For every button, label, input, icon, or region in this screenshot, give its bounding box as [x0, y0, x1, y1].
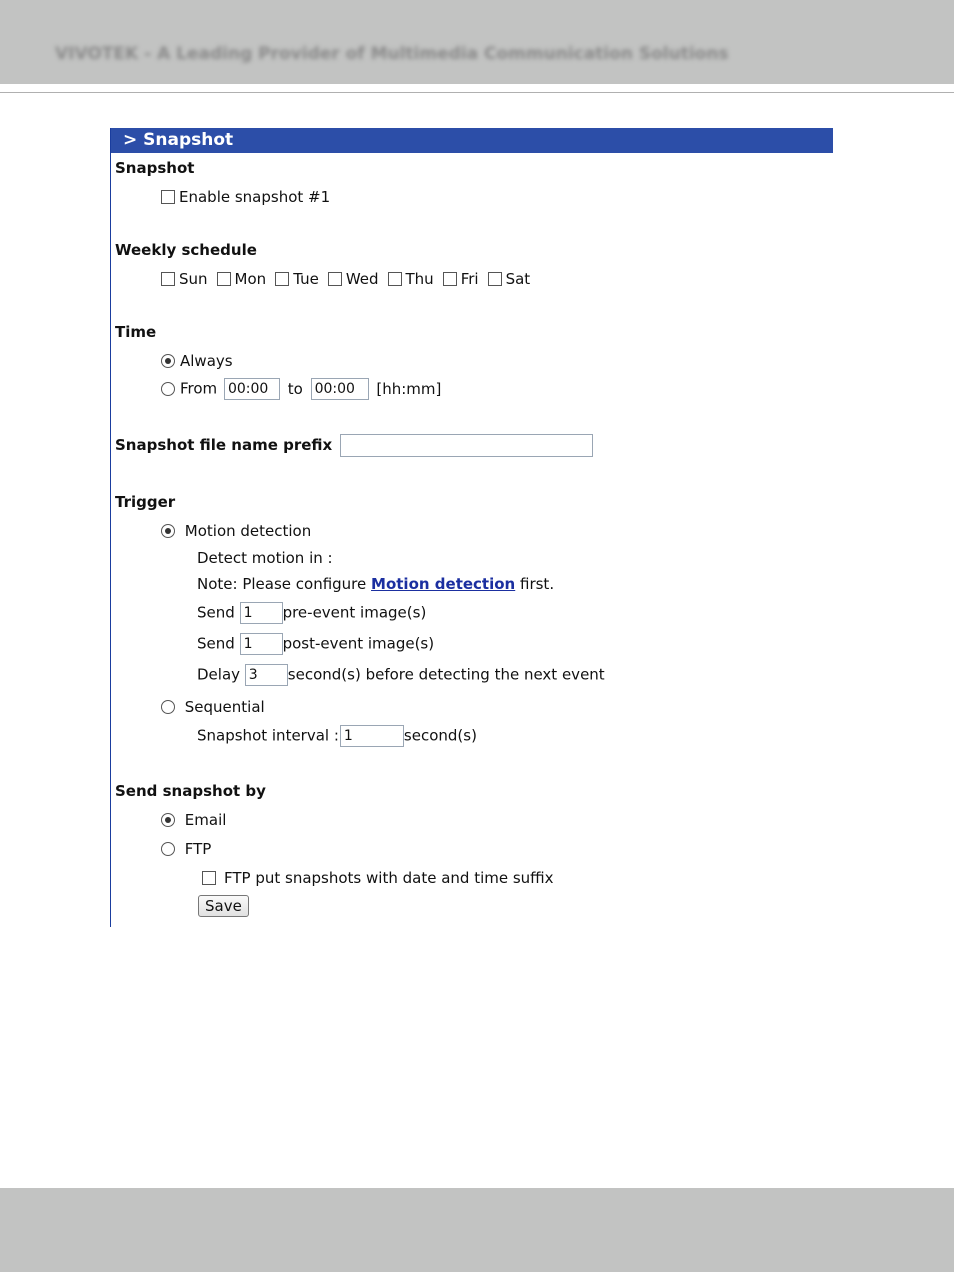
- trigger-motion-radio[interactable]: [161, 524, 175, 538]
- time-from-radio[interactable]: [161, 382, 175, 396]
- day-sat-checkbox[interactable]: [488, 272, 502, 286]
- prefix-input[interactable]: [340, 434, 593, 457]
- snapshot-interval-suffix: second(s): [403, 726, 477, 745]
- snapshot-interval-label: Snapshot interval :: [197, 726, 339, 745]
- post-event-send-label: Send: [197, 634, 235, 653]
- time-from-label: From: [180, 379, 218, 398]
- header-blurred-text: VIVOTEK - A Leading Provider of Multimedia Communication Solutions: [55, 44, 729, 64]
- day-thu-label: Thu: [405, 270, 434, 288]
- save-button[interactable]: Save: [198, 895, 249, 917]
- trigger-sequential-label: Sequential: [184, 698, 265, 716]
- trigger-sequential-row[interactable]: [161, 698, 265, 716]
- weekly-schedule-days: [161, 270, 539, 288]
- motion-note-prefix: Note: Please configure: [197, 575, 372, 593]
- day-thu-checkbox[interactable]: [388, 272, 402, 286]
- page-footer-band: [0, 1188, 954, 1272]
- pre-event-label: pre-event image(s): [282, 603, 427, 622]
- day-mon-checkbox[interactable]: [217, 272, 231, 286]
- send-ftp-row[interactable]: [161, 840, 211, 858]
- day-tue[interactable]: [275, 270, 319, 288]
- pre-event-send-label: Send: [197, 603, 235, 622]
- send-email-radio[interactable]: [161, 813, 175, 827]
- motion-note: [197, 575, 554, 593]
- day-fri[interactable]: [443, 270, 479, 288]
- day-wed-checkbox[interactable]: [328, 272, 342, 286]
- motion-detection-link[interactable]: Motion detection: [371, 575, 516, 593]
- snapshot-panel: [110, 128, 832, 927]
- day-sat-label: Sat: [505, 270, 531, 288]
- day-mon[interactable]: [217, 270, 267, 288]
- time-always-row[interactable]: [161, 352, 233, 370]
- detect-motion-in-label: Detect motion in :: [197, 549, 333, 567]
- day-thu[interactable]: [388, 270, 434, 288]
- day-fri-checkbox[interactable]: [443, 272, 457, 286]
- time-format-hint: [hh:mm]: [376, 379, 442, 398]
- trigger-motion-row[interactable]: [161, 522, 311, 540]
- trigger-motion-label: Motion detection: [184, 522, 312, 540]
- trigger-section-title: Trigger: [115, 493, 176, 511]
- ftp-suffix-row[interactable]: [202, 869, 554, 887]
- enable-snapshot-label: Enable snapshot #1: [179, 188, 331, 206]
- day-sat[interactable]: [488, 270, 531, 288]
- send-ftp-label: FTP: [184, 840, 212, 858]
- time-always-label: Always: [180, 352, 233, 370]
- day-sun-label: Sun: [179, 270, 208, 288]
- prefix-label: Snapshot file name prefix: [115, 436, 333, 454]
- day-tue-checkbox[interactable]: [275, 272, 289, 286]
- ftp-suffix-checkbox[interactable]: [202, 871, 216, 885]
- time-section-title: Time: [115, 323, 157, 341]
- send-ftp-radio[interactable]: [161, 842, 175, 856]
- prefix-row: [115, 434, 593, 457]
- send-by-section-title: Send snapshot by: [115, 782, 266, 800]
- send-email-row[interactable]: [161, 811, 226, 829]
- snapshot-interval-input[interactable]: 1: [340, 725, 404, 747]
- time-from-input[interactable]: 00:00: [224, 378, 280, 400]
- panel-title: > Snapshot: [111, 128, 833, 153]
- header-divider: [0, 92, 954, 93]
- delay-input[interactable]: 3: [245, 664, 288, 686]
- time-always-radio[interactable]: [161, 354, 175, 368]
- post-event-row: [197, 633, 434, 655]
- motion-note-suffix: first.: [515, 575, 555, 593]
- delay-suffix: second(s) before detecting the next event: [287, 665, 605, 684]
- snapshot-section-title: Snapshot: [115, 159, 195, 177]
- day-tue-label: Tue: [293, 270, 319, 288]
- page-header-band: [0, 0, 954, 84]
- day-sun[interactable]: [161, 270, 208, 288]
- pre-event-input[interactable]: 1: [240, 602, 283, 624]
- trigger-sequential-radio[interactable]: [161, 700, 175, 714]
- save-row: [198, 895, 249, 917]
- delay-row: [197, 664, 605, 686]
- day-wed-label: Wed: [345, 270, 379, 288]
- time-to-label: to: [287, 379, 303, 398]
- post-event-label: post-event image(s): [282, 634, 435, 653]
- day-sun-checkbox[interactable]: [161, 272, 175, 286]
- ftp-suffix-label: FTP put snapshots with date and time suffix: [224, 869, 554, 887]
- day-wed[interactable]: [328, 270, 379, 288]
- send-email-label: Email: [184, 811, 227, 829]
- post-event-input[interactable]: 1: [240, 633, 283, 655]
- enable-snapshot-checkbox[interactable]: [161, 190, 175, 204]
- time-to-input[interactable]: 00:00: [311, 378, 369, 400]
- time-range-row: [161, 378, 441, 400]
- enable-snapshot-row[interactable]: [161, 188, 330, 206]
- day-fri-label: Fri: [460, 270, 479, 288]
- pre-event-row: [197, 602, 426, 624]
- delay-label: Delay: [197, 665, 241, 684]
- snapshot-interval-row: [197, 725, 477, 747]
- day-mon-label: Mon: [234, 270, 267, 288]
- weekly-schedule-title: Weekly schedule: [115, 241, 257, 259]
